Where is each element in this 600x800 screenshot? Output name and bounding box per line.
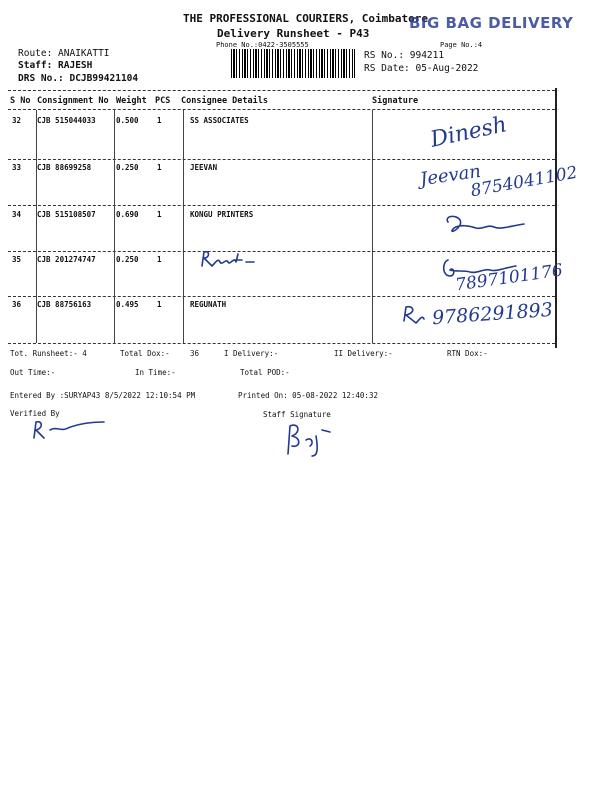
rs-number: RS No.: 994211: [364, 50, 445, 61]
verifier-signature: [28, 416, 108, 444]
column-divider: [372, 110, 373, 343]
handwritten-signature: [198, 248, 258, 272]
row-weight: 0.495: [116, 300, 139, 309]
table-bottom-rule: [8, 343, 555, 344]
row-sno: 33: [12, 163, 22, 172]
rs-date: RS Date: 05-Aug-2022: [364, 63, 479, 74]
total-runsheet: Tot. Runsheet:- 4: [10, 349, 87, 358]
document-subtitle: Delivery Runsheet - P43: [217, 27, 370, 40]
row-consignee: REGUNATH: [190, 300, 227, 309]
header-sno: S No: [10, 96, 31, 106]
total-dox-label: Total Dox:-: [120, 349, 170, 358]
row-weight: 0.500: [116, 116, 139, 125]
handwritten-phone: 7897101176: [454, 260, 565, 296]
row-sno: 34: [12, 210, 22, 219]
row-weight: 0.690: [116, 210, 139, 219]
out-time: Out Time:-: [10, 368, 56, 377]
row-pcs: 1: [157, 300, 162, 309]
rtn-dox: RTN Dox:-: [447, 349, 488, 358]
row-consignee: SS ASSOCIATES: [190, 116, 249, 125]
handwritten-phone: 8754041102: [469, 162, 580, 202]
row-rule: [8, 205, 555, 206]
header-consignee: Consignee Details: [181, 96, 268, 106]
row-rule: [8, 296, 555, 297]
row-consignment: CJB 88756163: [37, 300, 92, 309]
in-time: In Time:-: [135, 368, 176, 377]
header-signature: Signature: [372, 96, 419, 106]
header-consignment: Consignment No: [37, 96, 109, 106]
header-bottom-rule: [8, 109, 555, 110]
total-dox-value: 36: [190, 349, 200, 358]
staff-signature: [282, 418, 352, 458]
row-pcs: 1: [157, 116, 162, 125]
row-consignment: CJB 515044033: [37, 116, 96, 125]
printed-on: Printed On: 05-08-2022 12:40:32: [238, 391, 378, 400]
phone-number: Phone No.:0422-3505555: [216, 41, 309, 49]
total-pod: Total POD:-: [240, 368, 290, 377]
staff: Staff: RAJESH: [18, 60, 93, 71]
row-consignee: KONGU PRINTERS: [190, 210, 254, 219]
staff-signature-label: Staff Signature: [263, 410, 331, 419]
row-pcs: 1: [157, 255, 162, 264]
row-sno: 35: [12, 255, 22, 264]
entered-by: Entered By :SURYAP43 8/5/2022 12:10:54 PM: [10, 391, 196, 400]
handwritten-signature: Dinesh: [428, 112, 510, 153]
row-weight: 0.250: [116, 255, 139, 264]
column-divider: [183, 110, 184, 343]
handwritten-phone: 9786291893: [431, 298, 554, 330]
row-sno: 36: [12, 300, 22, 309]
i-delivery: I Delivery:-: [224, 349, 279, 358]
row-consignee: JEEVAN: [190, 163, 218, 172]
route: Route: ANAIKATTI: [18, 48, 110, 59]
big-bag-delivery-stamp: BIG BAG DELIVERY: [409, 14, 574, 32]
right-border: [555, 88, 557, 348]
handwritten-signature: [398, 303, 428, 327]
table-top-rule: [8, 90, 555, 91]
page-number: Page No.:4: [440, 41, 483, 49]
row-sno: 32: [12, 116, 22, 125]
row-weight: 0.250: [116, 163, 139, 172]
header-pcs: PCS: [155, 96, 171, 106]
drs-number: DRS No.: DCJB99421104: [18, 73, 139, 84]
header-weight: Weight: [116, 96, 147, 106]
company-name: THE PROFESSIONAL COURIERS, Coimbatore: [183, 12, 429, 25]
row-consignment: CJB 88699258: [37, 163, 92, 172]
row-pcs: 1: [157, 163, 162, 172]
verified-by-label: Verified By: [10, 409, 60, 418]
row-pcs: 1: [157, 210, 162, 219]
handwritten-signature: Jeevan: [418, 160, 483, 191]
row-rule: [8, 159, 555, 160]
barcode: [231, 49, 355, 78]
handwritten-signature: [440, 212, 530, 242]
row-consignment: CJB 515108507: [37, 210, 96, 219]
ii-delivery: II Delivery:-: [334, 349, 393, 358]
column-divider: [114, 110, 115, 343]
row-consignment: CJB 201274747: [37, 255, 96, 264]
